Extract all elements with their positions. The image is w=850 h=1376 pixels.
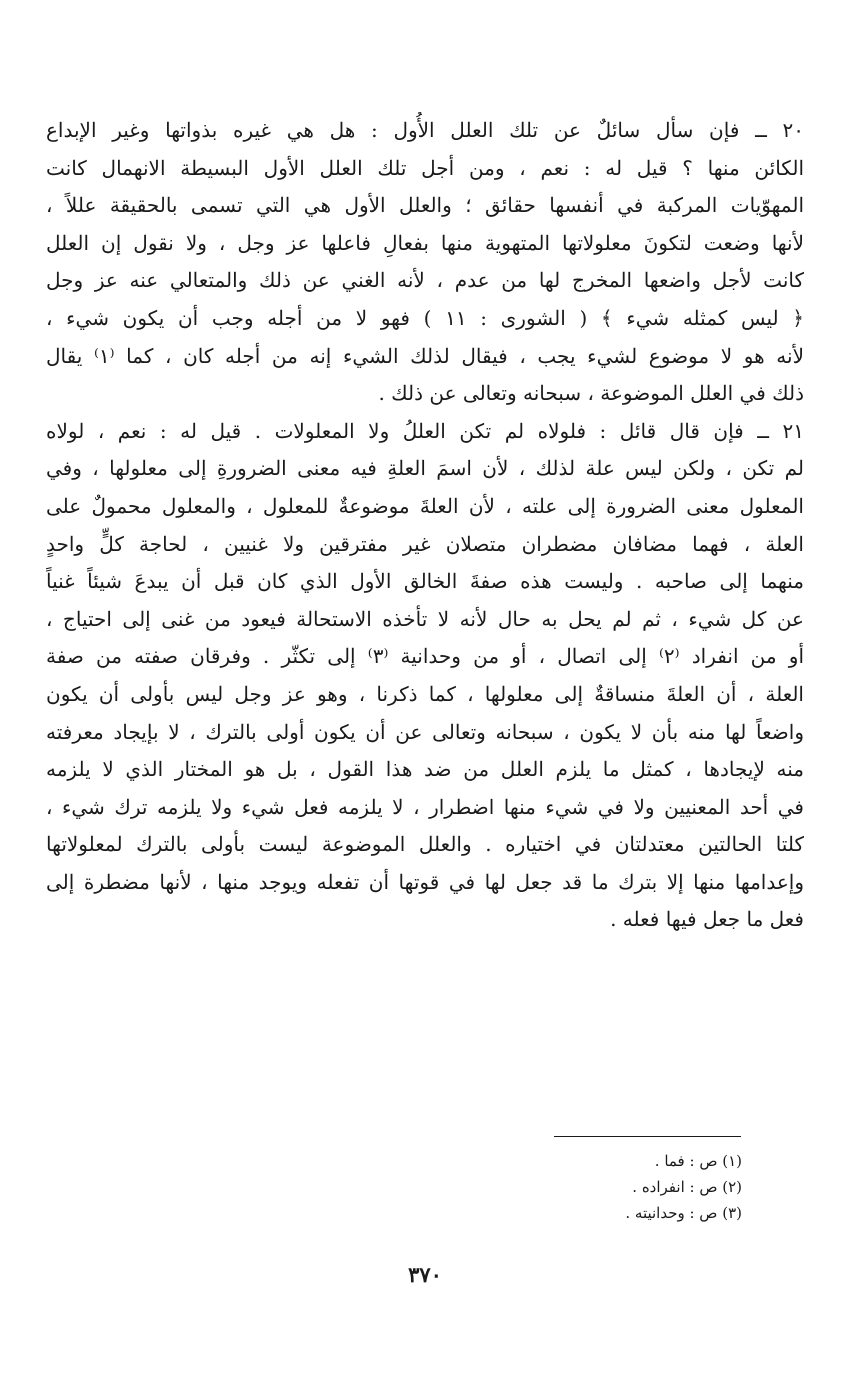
- page-number: ٣٧٠: [408, 1262, 442, 1287]
- text-line: أو من انفراد ⁽٢⁾ إلى اتصال ، أو من وحدانية ⁽٣⁾ إلى تكثّر . وفرقان صفته من صفة: [46, 644, 804, 669]
- footnote-divider: [554, 1136, 741, 1137]
- text-line: في أحد المعنيين ولا في شيء منها اضطرار ، لا يلزمه فعل شيء ولا يلزمه ترك شيء ،: [46, 794, 804, 819]
- text-line: ذلك في العلل الموضوعة ، سبحانه وتعالى عن ذلك .: [378, 381, 804, 406]
- paragraph-21: [46, 413, 804, 939]
- text-line: المهوّيات المركبة في أنفسها حقائق ؛ والعلل الأول هي التي تسمى بالحقيقة عللاً ،: [46, 193, 804, 218]
- text-line: الكائن منها ؟ قيل له : نعم ، ومن أجل تلك العلل الأول البسيطة الانهمال كانت: [46, 155, 804, 180]
- footnote-3: (٣) ص : وحدانيته .: [625, 1204, 742, 1222]
- text-line: منهما إلى صاحبه . وليست هذه صفةَ الخالق الأول الذي كان قبل أن يبدعَ شيئاً غنياً: [46, 569, 804, 594]
- text-line: ٢٠ ــ فإن سأل سائلٌ عن تلك العلل الأُول : هل هي غيره بذواتها وغير الإبداع: [46, 118, 804, 142]
- text-line: منه لإيجادها ، كمثل ما يلزم العلل من ضد هذا القول ، بل هو المختار الذي لا يلزمه: [46, 757, 804, 782]
- text-line: كانت لأجل واضعها المخرج لها من عدم ، لأنه الغني عن ذلك والمتعالي عنه عز وجل: [46, 268, 804, 293]
- text-line: لم تكن ، ولكن ليس علة لذلك ، لأن اسمَ العلةِ فيه معنى الضرورةِ إلى معلولها ، وفي: [46, 456, 804, 481]
- text-line: العلة ، فهما مضافان مضطران متصلان غير مفترقين ولا غنيين ، لحاجة كلٍّ واحدٍ: [46, 531, 804, 556]
- text-line: عن كل شيء ، ثم لم يحل به حال لأنه لا تأخذه الاستحالة فيعود من غنى إلى احتياج ،: [46, 606, 804, 631]
- footnotes: [625, 1148, 742, 1226]
- footnote-1: (١) ص : فما .: [654, 1152, 742, 1170]
- page-body: [46, 112, 804, 939]
- text-line: واضعاً لها منه بأن لا يكون ، سبحانه وتعالى عن أن يكون أولى بالترك ، لا بإيجاد معرفته: [46, 719, 804, 744]
- text-line: وإعدامها منها إلا بترك ما قد جعل لها في قوتها أن تفعله ويوجد منها ، لأنها مضطرة إلى: [46, 869, 804, 894]
- footnote-2: (٢) ص : انفراده .: [632, 1178, 742, 1196]
- text-line: لأنها وضعت لتكونَ معلولاتها المتهوية منها بفعالِ فاعلها عز وجل ، ولا نقول إن العلل: [46, 230, 804, 255]
- paragraph-20: [46, 112, 804, 413]
- text-line: لأنه هو لا موضوع لشيء يجب ، فيقال لذلك الشيء إنه من أجله كان ، كما ⁽١⁾ يقال: [46, 343, 804, 368]
- text-line: المعلول معنى الضرورة إلى علته ، لأن العلةَ موضوعةٌ للمعلول ، والمعلول محمولٌ على: [46, 493, 804, 518]
- text-line: فعل ما جعل فيها فعله .: [610, 907, 804, 932]
- text-line: كلتا الحالتين معتدلتان في اختياره . والعلل الموضوعة ليست بأولى بالترك لمعلولاتها: [46, 832, 804, 857]
- text-line: ﴿ ليس كمثله شيء ﴾ ( الشورى : ١١ ) فهو لا من أجله وجب أن يكون شيء ،: [46, 305, 804, 330]
- text-line: ٢١ ــ فإن قال قائل : فلولاه لم تكن العللُ ولا المعلولات . قيل له : نعم ، لولاه: [46, 418, 804, 443]
- text-line: العلة ، أن العلةَ منساقةٌ إلى معلولها ، كما ذكرنا ، وهو عز وجل ليس بأولى أن يكون: [46, 681, 804, 706]
